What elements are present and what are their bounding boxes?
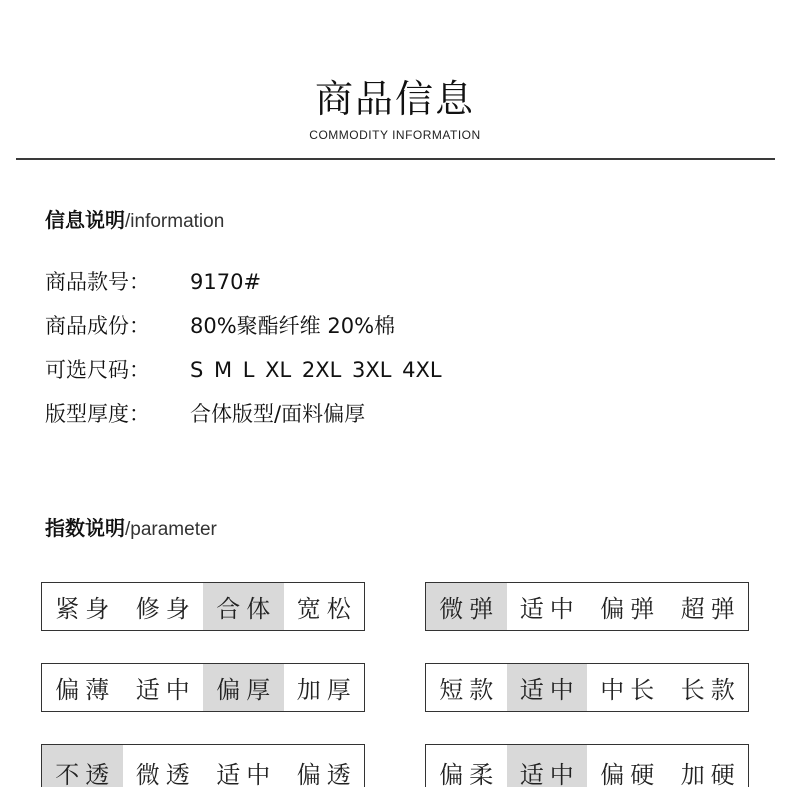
scale-option: 紧身 — [55, 595, 116, 623]
info-row-sizes — [45, 354, 442, 384]
info-value: 80%聚酯纤维 20%棉 — [190, 314, 396, 338]
info-label: 商品款号： — [45, 270, 150, 294]
scale-option: 偏弹 — [600, 595, 661, 623]
scale-option: 适中 — [519, 595, 580, 623]
header-divider — [16, 158, 775, 160]
scale-softness — [425, 744, 749, 787]
scale-option: 偏透 — [296, 760, 357, 789]
scale-option: 长款 — [680, 676, 741, 704]
scale-option: 适中 — [507, 664, 588, 711]
scale-option: 微透 — [135, 760, 196, 789]
info-label: 版型厚度： — [45, 402, 150, 426]
scale-option: 合体 — [203, 583, 284, 630]
scale-transparency — [41, 744, 365, 787]
scale-option: 偏薄 — [55, 676, 116, 704]
scale-option: 微弹 — [426, 583, 507, 630]
scale-option: 不透 — [42, 745, 123, 787]
scale-option: 适中 — [507, 745, 588, 787]
scale-option: 超弹 — [680, 595, 741, 623]
info-label: 商品成份： — [45, 314, 150, 338]
scale-option: 偏硬 — [600, 760, 661, 789]
scale-option: 修身 — [135, 595, 196, 623]
info-value: 合体版型/面料偏厚 — [190, 402, 366, 426]
info-section-heading — [45, 204, 224, 233]
scale-option: 偏厚 — [203, 664, 284, 711]
scale-length — [425, 663, 749, 712]
scale-option: 加硬 — [680, 760, 741, 789]
scale-option: 偏柔 — [439, 760, 500, 789]
page-title: 商品信息 — [314, 77, 475, 121]
param-section-heading — [45, 512, 217, 541]
info-label: 可选尺码： — [45, 358, 150, 382]
info-value: S M L XL 2XL 3XL 4XL — [190, 358, 442, 382]
info-row-fit-thickness — [45, 398, 365, 428]
scale-option: 短款 — [439, 676, 500, 704]
param-heading-zh: 指数说明 — [45, 516, 125, 540]
info-heading-zh: 信息说明 — [45, 208, 125, 232]
scale-elasticity — [425, 582, 749, 631]
info-row-composition — [45, 310, 395, 340]
scale-option: 加厚 — [296, 676, 357, 704]
scale-fit — [41, 582, 365, 631]
info-row-style-number — [45, 266, 261, 296]
param-heading-en: /parameter — [125, 519, 217, 540]
scale-option: 适中 — [216, 760, 277, 789]
page-subtitle: COMMODITY INFORMATION — [309, 128, 481, 142]
scale-option: 适中 — [135, 676, 196, 704]
scale-option: 中长 — [600, 676, 661, 704]
info-value: 9170# — [190, 270, 262, 294]
info-heading-en: /information — [125, 211, 225, 232]
scale-option: 宽松 — [296, 595, 357, 623]
scale-thickness — [41, 663, 365, 712]
